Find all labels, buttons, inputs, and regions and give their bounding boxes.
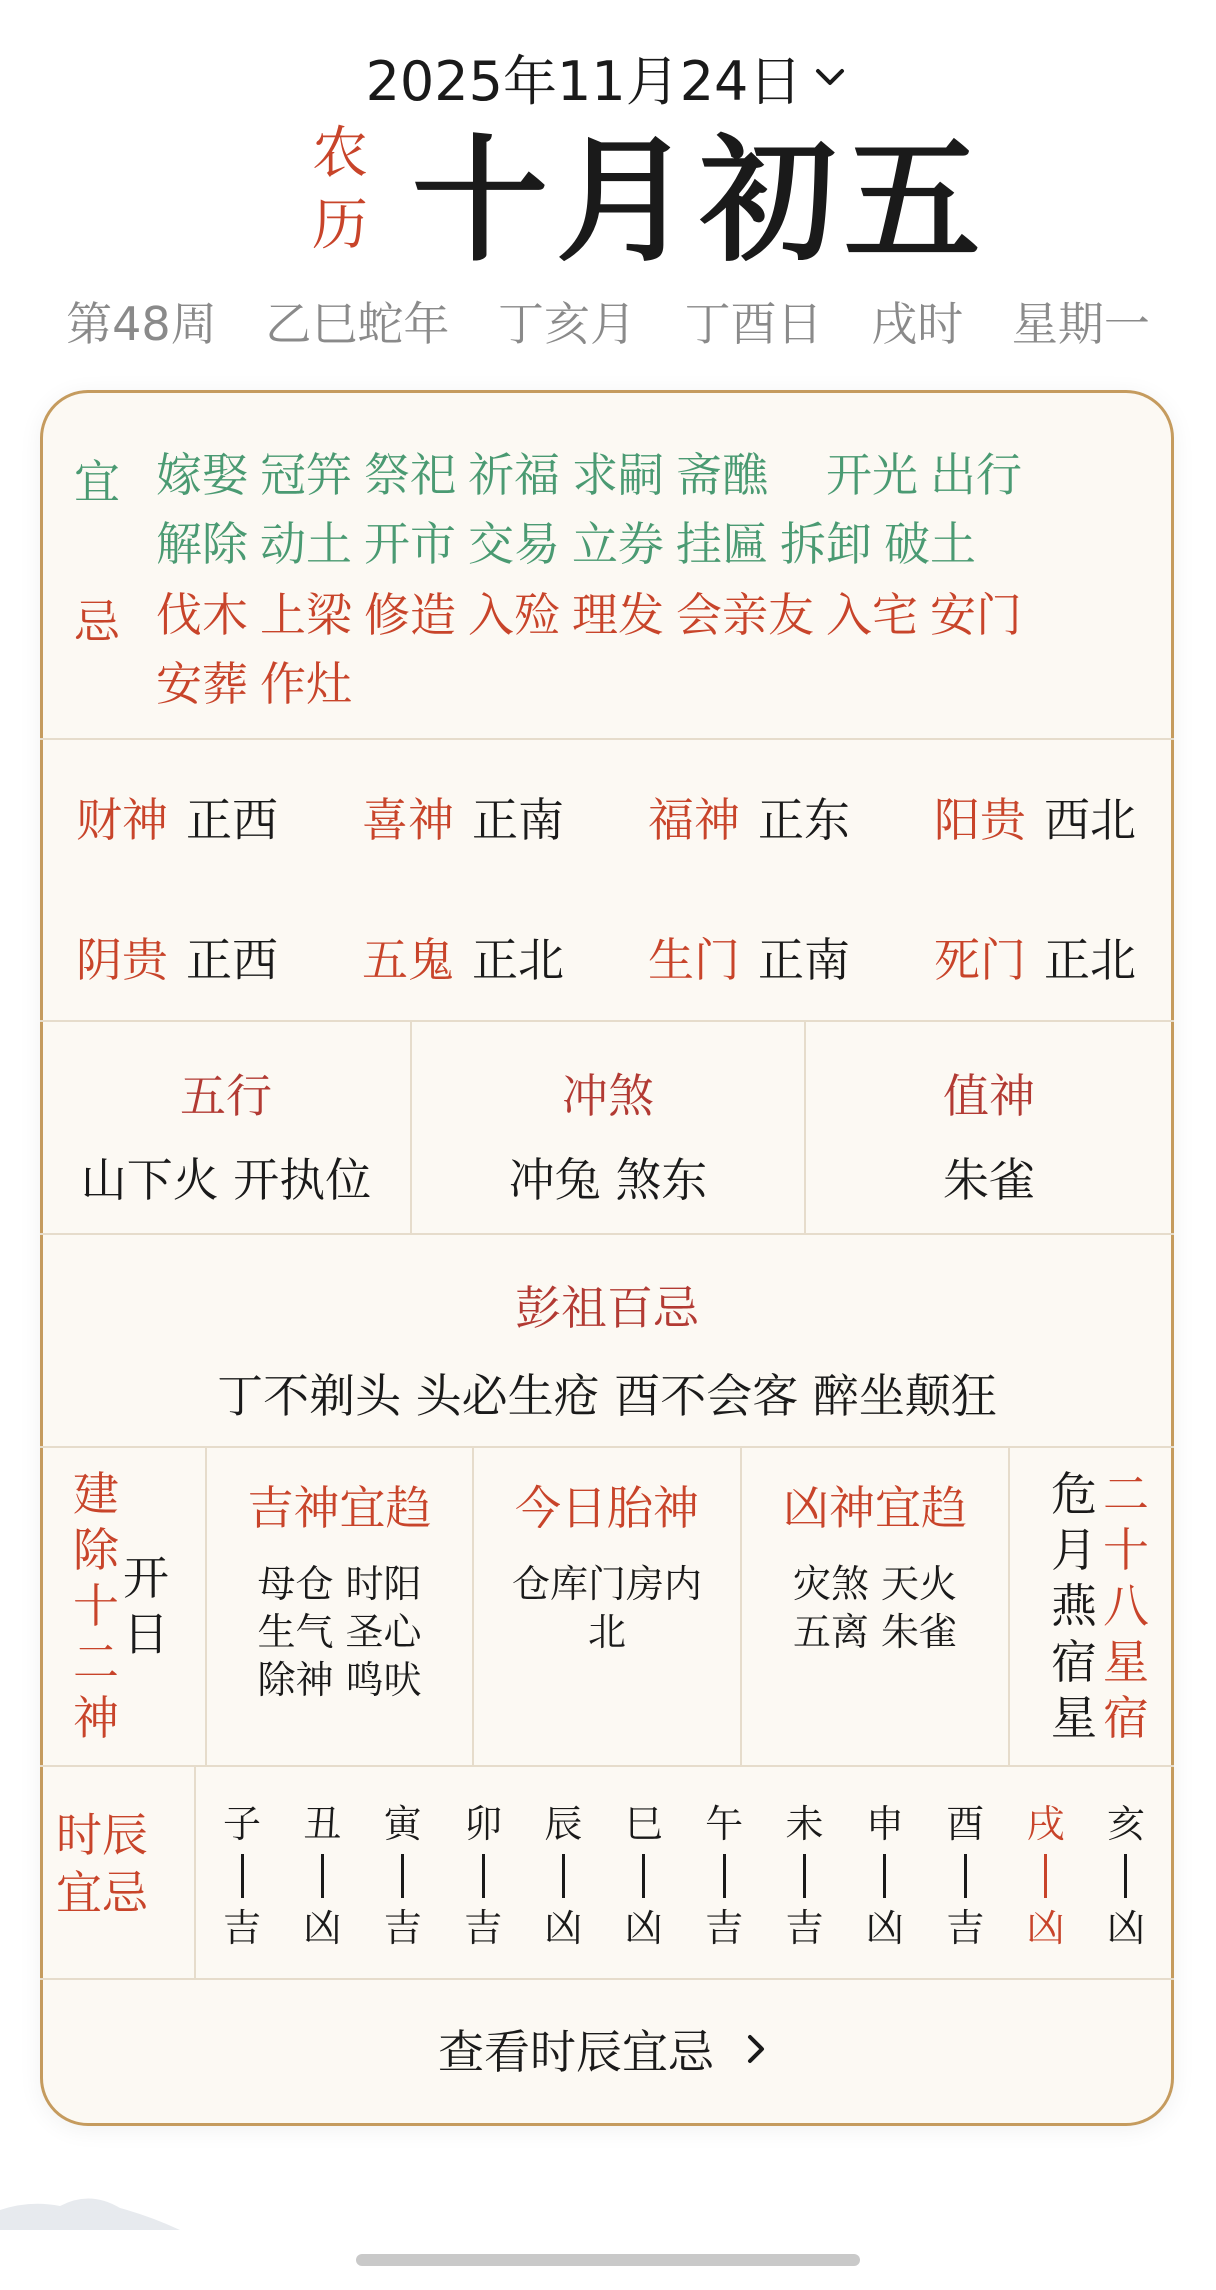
jishen-cell [207, 1472, 472, 1704]
yi-item: 交易 [468, 517, 560, 571]
yi-item: 祈福 [468, 448, 560, 502]
divider [40, 1765, 1174, 1767]
zhishen-value: 朱雀 [943, 1153, 1035, 1207]
lunar-date-title: 十月初五 [412, 123, 988, 281]
view-shichen-button[interactable] [42, 2016, 1172, 2082]
xiu-label: 二 十 八 星 宿 [1103, 1467, 1149, 1745]
taishen-line: 仓库门房内 [511, 1562, 702, 1606]
chongsha-cell [412, 1060, 804, 1210]
yi-item: 求嗣 [572, 448, 664, 502]
ji-item: 入殓 [468, 588, 560, 642]
ganzhi-month: 丁亥月 [497, 297, 636, 351]
god-item: 阴贵 正西 [76, 933, 278, 987]
ganzhi-day: 丁酉日 [684, 297, 823, 351]
god-item: 福神 正东 [648, 793, 850, 847]
god-item: 喜神 正南 [362, 793, 564, 847]
ganzhi-hour: 戌时 [871, 297, 964, 351]
pengzu-value: 丁不剃头 头必生疮 酉不会客 醉坐颠狂 [217, 1369, 997, 1423]
date-info-row [0, 288, 1216, 354]
wuxing-cell [42, 1060, 410, 1210]
ji-item: 理发 [572, 588, 664, 642]
ji-item: 上梁 [260, 588, 352, 642]
zhishen-cell [806, 1060, 1172, 1210]
xiu-value: 危 月 燕 宿 星 [1051, 1467, 1097, 1745]
yi-item: 立券 [572, 517, 664, 571]
hour-item[interactable]: 卯 吉 [464, 1802, 503, 1950]
god-item: 阳贵 西北 [934, 793, 1136, 847]
ji-item: 伐木 [156, 588, 248, 642]
chongsha-value: 冲兔 煞东 [508, 1153, 708, 1207]
jishen-line: 生气 圣心 [257, 1610, 422, 1654]
hour-item-current[interactable]: 戌 凶 [1026, 1802, 1065, 1950]
wuxing-value: 山下火 开执位 [80, 1153, 372, 1207]
god-item: 生门 正南 [648, 933, 850, 987]
yi-item: 开市 [364, 517, 456, 571]
yi-item: 嫁娶 [156, 448, 248, 502]
chevron-down-icon [810, 57, 850, 97]
lunar-tag [305, 118, 375, 262]
pengzu-section [42, 1272, 1172, 1426]
yi-item: 冠笄 [260, 448, 352, 502]
yi-item: 祭祀 [364, 448, 456, 502]
weekday: 星期一 [1011, 297, 1150, 351]
divider [40, 738, 1174, 740]
mountain-decoration [0, 2180, 180, 2230]
lunar-tag-char: 农 [312, 121, 368, 186]
ji-label: 忌 [74, 595, 120, 649]
ji-item: 会亲友 [676, 588, 814, 642]
hour-item[interactable]: 未 吉 [785, 1802, 824, 1950]
ji-item: 作灶 [260, 657, 352, 711]
jishen-line: 母仓 时阳 [257, 1562, 422, 1606]
yi-item: 出行 [930, 448, 1022, 502]
hour-item[interactable]: 申 凶 [865, 1802, 904, 1950]
pengzu-title: 彭祖百忌 [515, 1281, 699, 1335]
taishen-cell [474, 1472, 740, 1656]
yi-item: 挂匾 [676, 517, 768, 571]
god-item: 五鬼 正北 [362, 933, 564, 987]
hour-item[interactable]: 酉 吉 [946, 1802, 985, 1950]
ji-list [156, 586, 1116, 724]
date-text: 2025年11月24日 [365, 49, 803, 113]
zhishen-title: 值神 [943, 1069, 1035, 1123]
jishen-line: 除神 鸣吠 [257, 1658, 422, 1702]
ji-item: 安葬 [156, 657, 248, 711]
jishen-title: 吉神宜趋 [247, 1481, 432, 1535]
divider [40, 1446, 1174, 1448]
hour-item[interactable]: 寅 吉 [383, 1802, 422, 1950]
ji-item: 安门 [930, 588, 1022, 642]
yi-list [156, 446, 1116, 584]
week-number: 第48周 [66, 297, 217, 351]
divider [40, 1978, 1174, 1980]
xiongshen-line: 五离 朱雀 [792, 1610, 958, 1654]
ji-item: 修造 [364, 588, 456, 642]
hour-item[interactable]: 午 吉 [705, 1802, 744, 1950]
god-item: 财神 正西 [76, 793, 278, 847]
yi-label: 宜 [74, 455, 120, 509]
chongsha-title: 冲煞 [562, 1069, 654, 1123]
hour-item[interactable]: 巳 凶 [624, 1802, 663, 1950]
wuxing-title: 五行 [180, 1069, 272, 1123]
jianchu-label: 建 除 十 二 神 [73, 1467, 119, 1745]
chevron-right-icon [736, 2029, 776, 2069]
view-shichen-label: 查看时辰宜忌 [438, 2025, 714, 2079]
xiongshen-cell [742, 1472, 1008, 1656]
hour-item[interactable]: 子 吉 [222, 1802, 261, 1950]
lunar-tag-char: 历 [312, 193, 368, 258]
divider [1008, 1447, 1010, 1765]
yi-item: 开光 [826, 448, 918, 502]
yi-item: 动土 [260, 517, 352, 571]
xiongshen-title: 凶神宜趋 [783, 1481, 967, 1535]
yi-item: 破土 [884, 517, 976, 571]
shichen-label: 时辰 宜忌 [56, 1808, 148, 1920]
divider [40, 1020, 1174, 1022]
divider [40, 1233, 1174, 1235]
hour-item[interactable]: 亥 凶 [1106, 1802, 1145, 1950]
shichen-list [196, 1800, 1172, 1952]
yi-item: 拆卸 [780, 517, 872, 571]
taishen-title: 今日胎神 [515, 1481, 699, 1535]
hour-item[interactable]: 丑 凶 [303, 1802, 342, 1950]
god-item: 死门 正北 [934, 933, 1136, 987]
yi-item: 解除 [156, 517, 248, 571]
ji-item: 入宅 [826, 588, 918, 642]
date-selector[interactable] [0, 42, 1216, 112]
ganzhi-year: 乙巳蛇年 [265, 297, 450, 351]
home-indicator[interactable] [356, 2254, 860, 2266]
xiongshen-line: 灾煞 天火 [792, 1562, 958, 1606]
hour-item[interactable]: 辰 凶 [544, 1802, 583, 1950]
jianchu-value: 开 日 [123, 1551, 169, 1661]
yi-item: 斋醮 [676, 448, 768, 502]
taishen-line: 北 [587, 1610, 626, 1654]
